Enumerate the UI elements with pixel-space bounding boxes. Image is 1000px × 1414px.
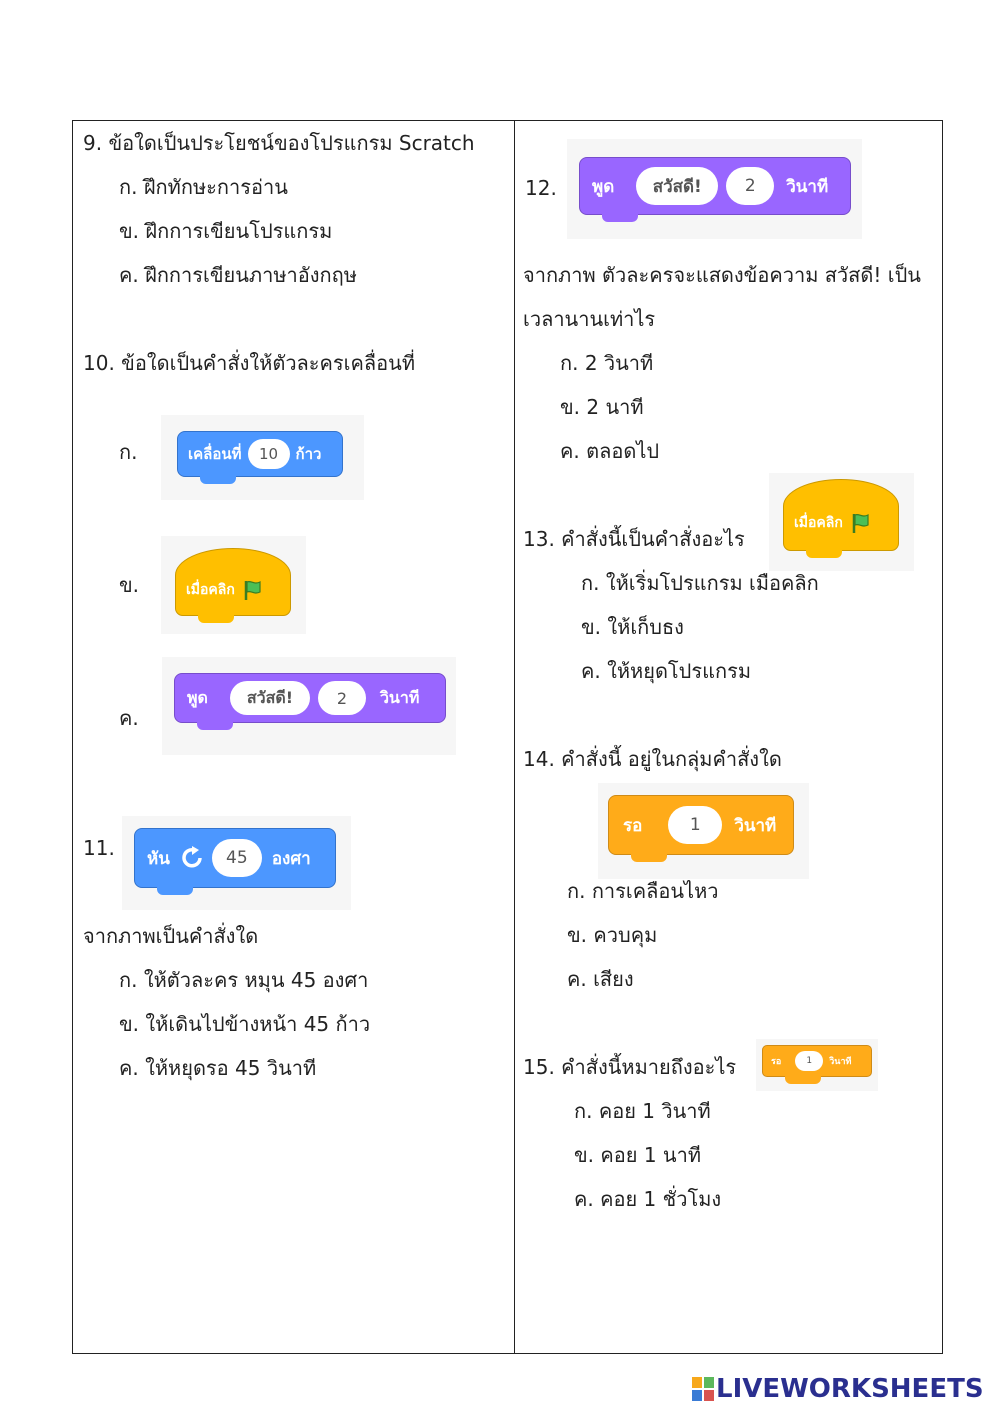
- q12-option-c[interactable]: ค. ตลอดไป: [560, 439, 660, 463]
- move-block-value: 10: [248, 439, 290, 469]
- q12-question-line1: จากภาพ ตัวละครจะแสดงข้อความ สวัสดี! เป็น: [523, 263, 921, 287]
- q10-option-b-label[interactable]: ข.: [119, 573, 140, 597]
- q12-say-block-message: สวัสดี!: [636, 167, 718, 205]
- q13-hat-block-image: [769, 473, 914, 571]
- q10-move-block-image: [161, 415, 364, 500]
- q13-option-a[interactable]: ก. ให้เริ่มโปรแกรม เมือคลิก: [581, 571, 819, 595]
- say-block-unit: วินาที: [379, 687, 420, 707]
- q13-option-b[interactable]: ข. ให้เก็บธง: [581, 615, 684, 639]
- q13-when-flag-clicked-block: [783, 479, 899, 551]
- move-block-unit: ก้าว: [295, 445, 322, 463]
- q13-hat-block-text: เมื่อคลิก: [794, 515, 843, 531]
- q13-question: 13. คำสั่งนี้เป็นคำสั่งอะไร: [523, 527, 745, 551]
- turn-degrees-block: [134, 828, 336, 888]
- q15-wait-block-unit: วินาที: [829, 1057, 852, 1067]
- turn-block-value: 45: [212, 839, 262, 877]
- q15-option-b[interactable]: ข. คอย 1 นาที: [574, 1143, 702, 1167]
- turn-block-text: หัน: [147, 848, 170, 869]
- turn-right-icon: [180, 845, 206, 871]
- move-block-text: เคลื่อนที่: [188, 445, 242, 463]
- say-block-value: 2: [318, 681, 366, 715]
- q10-hat-block-image: [161, 536, 306, 634]
- liveworksheets-logo: [692, 1374, 984, 1404]
- liveworksheets-logo-text: LIVEWORKSHEETS: [716, 1374, 984, 1404]
- q15-wait-secs-block: [762, 1045, 872, 1077]
- liveworksheets-logo-icon: [692, 1377, 714, 1401]
- q11-option-b[interactable]: ข. ให้เดินไปข้างหน้า 45 ก้าว: [119, 1012, 371, 1036]
- q10-question: 10. ข้อใดเป็นคำสั่งให้ตัวละครเคลื่อนที่: [83, 351, 416, 375]
- column-divider: [514, 121, 515, 1353]
- q15-wait-block-image: [756, 1039, 878, 1091]
- q14-question: 14. คำสั่งนี้ อยู่ในกลุ่มคำสั่งใด: [523, 747, 782, 771]
- q10-option-c-label[interactable]: ค.: [119, 706, 139, 730]
- q9-question: 9. ข้อใดเป็นประโยชน์ของโปรแกรม Scratch: [83, 131, 475, 155]
- say-block-message: สวัสดี!: [230, 681, 310, 715]
- q12-number: 12.: [525, 176, 557, 200]
- q13-option-c[interactable]: ค. ให้หยุดโปรแกรม: [581, 659, 752, 683]
- wait-secs-block: [608, 795, 794, 855]
- q12-question-line2: เวลานานเท่าไร: [523, 307, 656, 331]
- q11-option-c[interactable]: ค. ให้หยุดรอ 45 วินาที: [119, 1056, 317, 1080]
- q11-turn-block-image: [122, 816, 351, 910]
- worksheet-table: [72, 120, 943, 1354]
- q12-say-block-image: [567, 139, 862, 239]
- when-flag-clicked-block: [175, 548, 291, 616]
- q11-option-a[interactable]: ก. ให้ตัวละคร หมุน 45 องศา: [119, 968, 369, 992]
- q15-option-a[interactable]: ก. คอย 1 วินาที: [574, 1099, 711, 1123]
- q12-say-block-text: พูด: [592, 176, 615, 197]
- q9-option-b[interactable]: ข. ฝึกการเขียนโปรแกรม: [119, 219, 333, 243]
- q15-option-c[interactable]: ค. คอย 1 ชั่วโมง: [574, 1187, 722, 1211]
- q9-option-a[interactable]: ก. ฝึกทักษะการอ่าน: [119, 175, 288, 199]
- q9-option-c[interactable]: ค. ฝึกการเขียนภาษาอังกฤษ: [119, 263, 357, 287]
- green-flag-icon: [241, 578, 265, 602]
- q14-option-a[interactable]: ก. การเคลือนไหว: [567, 879, 719, 903]
- q12-option-b[interactable]: ข. 2 นาที: [560, 395, 644, 419]
- q12-say-block-value: 2: [726, 167, 774, 205]
- q12-option-a[interactable]: ก. 2 วินาที: [560, 351, 654, 375]
- say-for-secs-block: [174, 673, 446, 723]
- q15-wait-block-value: 1: [795, 1051, 823, 1071]
- q14-wait-block-image: [598, 783, 809, 879]
- q14-wait-block-text: รอ: [623, 815, 643, 836]
- q10-say-block-image: [162, 657, 456, 755]
- hat-block-text: เมื่อคลิก: [186, 582, 235, 598]
- q15-wait-block-text: รอ: [771, 1057, 782, 1067]
- q12-say-block-unit: วินาที: [786, 176, 829, 197]
- q14-wait-block-value: 1: [668, 806, 722, 844]
- q12-say-for-secs-block: [579, 157, 851, 215]
- q10-option-a-label[interactable]: ก.: [119, 440, 138, 464]
- q14-option-b[interactable]: ข. ควบคุม: [567, 923, 658, 947]
- turn-block-unit: องศา: [271, 848, 311, 869]
- q15-question: 15. คำสั่งนี้หมายถึงอะไร: [523, 1055, 737, 1079]
- q11-number: 11.: [83, 836, 115, 860]
- q11-question: จากภาพเป็นคำสั่งใด: [83, 924, 259, 948]
- green-flag-icon: [849, 511, 873, 535]
- say-block-text: พูด: [187, 687, 208, 707]
- q14-wait-block-unit: วินาที: [734, 815, 777, 836]
- q14-option-c[interactable]: ค. เสียง: [567, 967, 634, 991]
- move-steps-block: [177, 431, 343, 477]
